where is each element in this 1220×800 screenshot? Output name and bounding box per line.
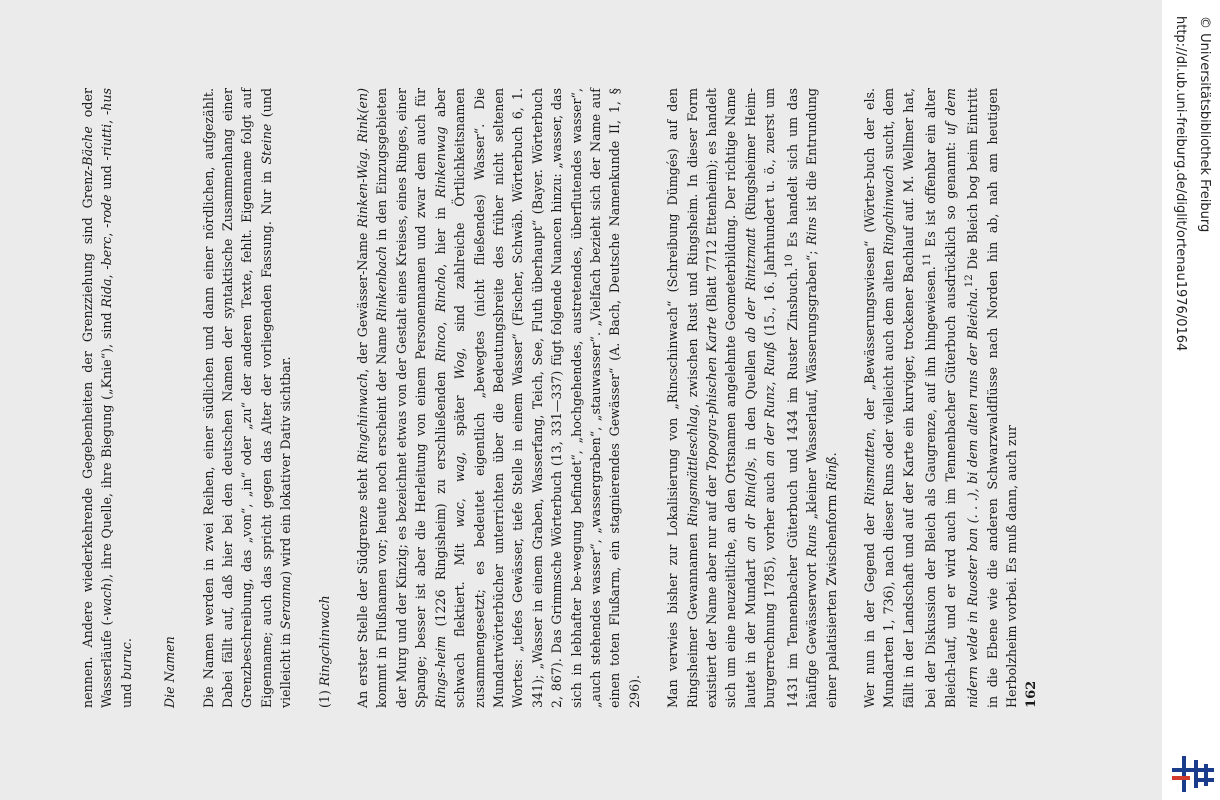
paragraph-die-namen: Die Namen werden in zwei Reihen, einer südlichen und dann einer nördlichen, aufgezählt. Dabei fällt auf, daß hier bei den deutschen Namen der syntaktische Zusammenhang einer Grenzbeschreibung, das „von“, „in“ oder „zu“ der anderen Texte, fehlt. Eigenname folgt auf Eigenname; auch das spricht gegen das Alter der vorliegenden Fassung. Nur in Steine (und vielleicht in Seranna) wird ein lokativer Dativ sichtbar. <box>200 88 294 708</box>
page-number: 162 <box>1023 680 1039 708</box>
permalink-url[interactable]: http://dl.ub.uni-freiburg.de/diglit/ortenau1976/0164 <box>1173 16 1188 352</box>
paragraph-lokalisierung: Man verwies bisher zur Lokalisierung von „Rincschinwach“ (Schreibung Dümgés) auf den Ringsheimer Gewannamen Ringsmättleschlag, zwischen Rust und Ringsheim. In dieser Form existiert der Name aber nur auf der Topogra-phischen Karte (Blatt 7712 Ettenheim); es handelt sich um eine neuzeitliche, an den Ortsnamen angelehnte Geometerbildung. Der richtige Name lautet in der Mundart an dr Rin(d)s, in den Quellen ab der Rintzmatt (Ringsheimer Heim-burgerrechnung 1785), vorher auch an der Runz, Runß (15., 16. Jahrhundert u. ö., zuerst um 1431 im Tennenbacher Güterbuch und 1434 im Ruster Zinsbuch.$^{10}$ Es handelt sich um das häufige Gewässerwort Runs „kleiner Wasserlauf, Wässerungsgraben“; Rins ist die Entrundung einer palatisierten Zwischenform Rünß. <box>665 88 839 708</box>
paragraph-ringchinwach: An erster Stelle der Südgrenze steht Ringchinwach, der Gewässer-Name Rinken-Wag. Rink(en) kommt in Flußnamen vor; heute noch erscheint der Name Rinkenbach in den Einzugsgebieten der Murg und der Kinzig; es bezeichnet etwas von der Gestalt eines Kreises, eines Ringes, einer Spange; besser ist aber die Herleitung von einem Personennamen und zwar dem auch für Rings-heim (1226 Ringisheim) zu erschließenden Rinco, Rincho, hier in Rinkenwag aber schwach flektiert. Mit wac, wag, später Wog, sind zahlreiche Örtlichkeitsnamen zusammengesetzt; es bedeutet eigentlich „bewegtes (nicht fließendes) Wasser“. Die Mundartwörterbücher unterrichten über die Bedeutungsbreite des früher nicht seltenen Wortes: „tiefes Gewässer, tiefe Stelle in einem Wasser“ (Fischer, Schwäb. Wörterbuch 6, 1. 341); „Wasser in einem Graben, Wasserfang, Teich, See, Fluth überhaupt“ (Bayer. Wörterbuch 2, 867). Das Grimmsche Wörterbuch (13, 331—337) fügt folgende Nuancen hinzu: „wasser, das sich in lebhafter be-wegung befindet“, „hochgehendes, austretendes, überflutendes wasser“, „auch stehendes wasser“, „wassergraben“, „stauwasser“. „Vielfach bezieht sich der Name auf einen toten Flußarm, ein stagnierendes Gewässer“ (A. Bach, Deutsche Namenkunde II, 1, § 296). <box>355 87 642 708</box>
body-text <box>78 88 1041 708</box>
paragraph-rinsmatten: Wer nun in der Gegend der Rinsmatten, der „Bewässerungswiesen“ (Wörter-buch der els. Mundarten 1, 736), nach dieser Runs oder vielleicht auch dem alten Ringchinwach sucht, dem fällt in der Landschaft und auf der Karte ein kurviger, trockener Bachlauf auf. M. Wellmer hat, bei der Diskussion der Bleich als Gaugrenze, auf ihn hingewiesen.$^{11}$ Es ist offenbar ein alter Bleich-lauf, und er wird auch im Tennenbacher Güterbuch ausdrücklich so genannt: uf dem nidern velde in Ruoster ban (. . .), bi dem alten runs der Bleicha.$^{12}$ Die Bleich bog beim Eintritt in die Ebene wie die anderen Schwarzwaldflüsse nach Norden hin ab, nah am heutigen Herbolzheim vorbei. Es muß dann, auch zur <box>862 87 1020 708</box>
paragraph-intro: nennen. Andere wiederkehrende Gegebenheiten der Grenzziehung sind Grenz-Bäche oder Wasserläufe (-wach), ihre Quelle, ihre Biegung („Knie“), sind Rida, -berc, -rode und -riutti, -hus und buruc. <box>80 87 134 708</box>
section-heading-ringchinwach: (1) Ringchinwach <box>316 595 332 708</box>
ub-freiburg-logo-icon <box>1170 756 1216 792</box>
copyright-notice: © Universitätsbibliothek Freiburg <box>1197 16 1212 233</box>
section-heading-die-namen: Die Namen <box>162 636 178 708</box>
